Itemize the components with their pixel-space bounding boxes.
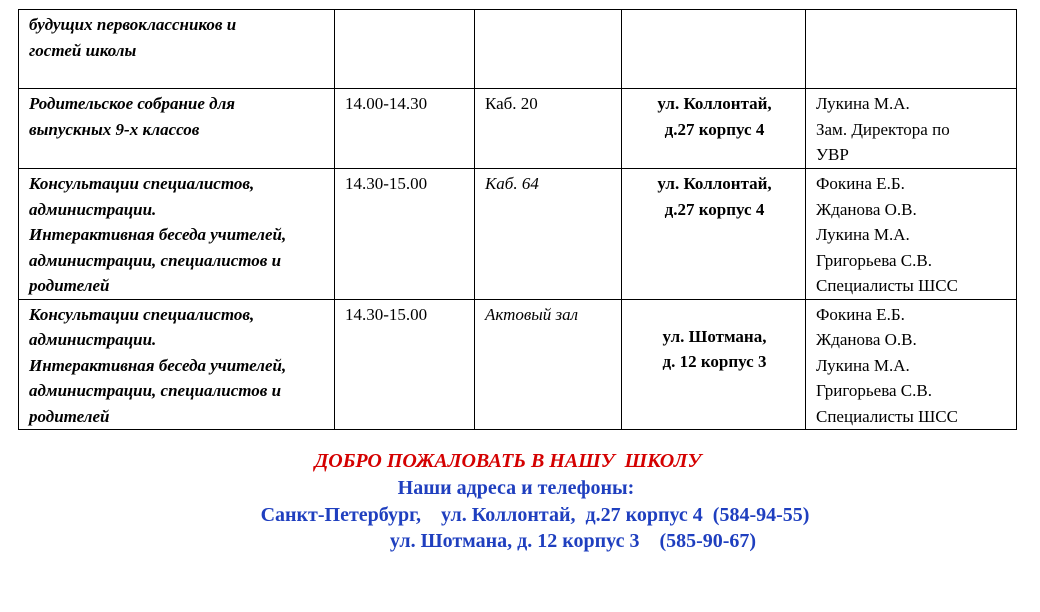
responsible-person: Жданова О.В. bbox=[816, 199, 917, 219]
responsible-cell bbox=[806, 299, 1017, 430]
event-line: администрации. bbox=[29, 199, 157, 219]
welcome-heading: ДОБРО ПОЖАЛОВАТЬ В НАШУ ШКОЛУ bbox=[314, 450, 702, 472]
time-cell bbox=[335, 89, 475, 169]
event-line: Интерактивная беседа учителей, bbox=[29, 225, 287, 244]
event-cell bbox=[19, 89, 335, 169]
event-line: администрации, специалистов и bbox=[29, 250, 282, 270]
address-cell bbox=[622, 10, 806, 89]
room-value: Актовый зал bbox=[485, 304, 579, 324]
event-line: будущих первоклассников и bbox=[29, 15, 237, 34]
address-block bbox=[632, 302, 797, 375]
event-line: родителей bbox=[29, 276, 110, 295]
address-line: ул. Коллонтай, bbox=[657, 174, 772, 193]
table-row bbox=[19, 10, 1017, 89]
event-line: гостей школы bbox=[29, 40, 137, 60]
responsible-person: Лукина М.А. bbox=[816, 94, 910, 113]
responsible-person: Специалисты ШСС bbox=[816, 406, 958, 426]
address-line: д.27 корпус 4 bbox=[664, 119, 765, 139]
responsible-person: Лукина М.А. bbox=[816, 355, 910, 375]
time-cell bbox=[335, 10, 475, 89]
event-line: Консультации специалистов, bbox=[29, 304, 255, 324]
responsible-person: Специалисты ШСС bbox=[816, 276, 958, 295]
event-line: родителей bbox=[29, 406, 110, 426]
table-row bbox=[19, 169, 1017, 300]
room-cell bbox=[475, 169, 622, 300]
event-line: администрации, специалистов и bbox=[29, 381, 282, 400]
responsible-person: Фокина Е.Б. bbox=[816, 174, 905, 193]
room-value: Каб. 64 bbox=[485, 174, 539, 193]
room-cell bbox=[475, 10, 622, 89]
event-cell bbox=[19, 169, 335, 300]
schedule-table bbox=[18, 9, 1017, 430]
event-cell bbox=[19, 10, 335, 89]
event-cell bbox=[19, 299, 335, 430]
time-cell bbox=[335, 169, 475, 300]
address-line: ул. Шотмана, bbox=[662, 326, 767, 346]
responsible-cell bbox=[806, 89, 1017, 169]
address-cell bbox=[622, 89, 806, 169]
table-row bbox=[19, 89, 1017, 169]
school-address-2: ул. Шотмана, д. 12 корпус 3 (585-90-67) bbox=[389, 530, 757, 552]
event-line: Родительское собрание для bbox=[29, 94, 236, 113]
table-row bbox=[19, 299, 1017, 430]
responsible-person: Григорьева С.В. bbox=[816, 381, 932, 400]
responsible-person: Жданова О.В. bbox=[816, 330, 917, 349]
time-cell bbox=[335, 299, 475, 430]
event-line: Интерактивная беседа учителей, bbox=[29, 355, 287, 375]
address-line: ул. Коллонтай, bbox=[657, 94, 772, 113]
time-value: 14.30-15.00 bbox=[345, 174, 428, 193]
responsible-person: Григорьева С.В. bbox=[816, 250, 932, 270]
time-value: 14.00-14.30 bbox=[345, 94, 428, 113]
room-value: Каб. 20 bbox=[485, 94, 538, 113]
event-line: Консультации специалистов, bbox=[29, 174, 255, 193]
responsible-person: УВР bbox=[816, 145, 849, 164]
responsible-cell bbox=[806, 169, 1017, 300]
address-cell bbox=[622, 169, 806, 300]
school-address-1: Санкт-Петербург, ул. Коллонтай, д.27 корпус 4 (584-94-55) bbox=[260, 504, 810, 526]
room-cell bbox=[475, 89, 622, 169]
event-line: выпускных 9-х классов bbox=[29, 119, 200, 139]
event-line: администрации. bbox=[29, 330, 157, 349]
address-cell bbox=[622, 299, 806, 430]
address-line: д.27 корпус 4 bbox=[664, 199, 765, 219]
addresses-title: Наши адреса и телефоны: bbox=[397, 477, 635, 499]
address-line: д. 12 корпус 3 bbox=[662, 352, 767, 371]
responsible-person: Лукина М.А. bbox=[816, 225, 910, 244]
responsible-person: Зам. Директора по bbox=[816, 119, 950, 139]
time-value: 14.30-15.00 bbox=[345, 304, 428, 324]
room-cell bbox=[475, 299, 622, 430]
responsible-cell bbox=[806, 10, 1017, 89]
responsible-person: Фокина Е.Б. bbox=[816, 304, 905, 324]
